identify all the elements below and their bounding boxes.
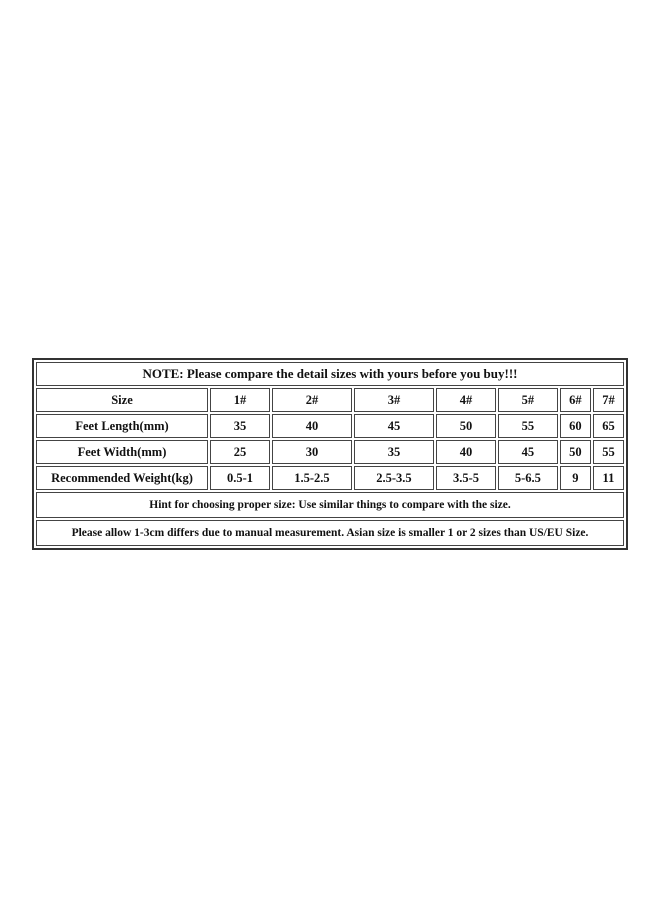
feet-width-cell: 45 — [498, 440, 558, 464]
size-chart-table — [32, 358, 628, 550]
feet-width-cell: 50 — [560, 440, 591, 464]
size-cell: 6# — [560, 388, 591, 412]
hint-row — [36, 492, 624, 518]
size-cell: 4# — [436, 388, 496, 412]
feet-length-cell: 60 — [560, 414, 591, 438]
recommended-weight-row — [36, 466, 624, 490]
feet-width-cell: 30 — [272, 440, 352, 464]
feet-width-cell: 40 — [436, 440, 496, 464]
feet-length-cell: 55 — [498, 414, 558, 438]
weight-cell: 2.5-3.5 — [354, 466, 434, 490]
weight-cell: 5-6.5 — [498, 466, 558, 490]
disclaimer-row — [36, 520, 624, 546]
size-cell: 2# — [272, 388, 352, 412]
feet-length-cell: 45 — [354, 414, 434, 438]
feet-length-cell: 50 — [436, 414, 496, 438]
weight-cell: 1.5-2.5 — [272, 466, 352, 490]
note-text: NOTE: Please compare the detail sizes with yours before you buy!!! — [36, 362, 624, 386]
feet-length-cell: 40 — [272, 414, 352, 438]
feet-width-row — [36, 440, 624, 464]
row-label-feet-width: Feet Width(mm) — [36, 440, 208, 464]
size-cell: 3# — [354, 388, 434, 412]
feet-length-cell: 65 — [593, 414, 624, 438]
note-row — [36, 362, 624, 386]
size-cell: 1# — [210, 388, 270, 412]
weight-cell: 0.5-1 — [210, 466, 270, 490]
size-cell: 5# — [498, 388, 558, 412]
feet-length-cell: 35 — [210, 414, 270, 438]
feet-width-cell: 25 — [210, 440, 270, 464]
weight-cell: 3.5-5 — [436, 466, 496, 490]
feet-length-row — [36, 414, 624, 438]
row-label-recommended-weight: Recommended Weight(kg) — [36, 466, 208, 490]
feet-width-cell: 55 — [593, 440, 624, 464]
weight-cell: 9 — [560, 466, 591, 490]
disclaimer-text: Please allow 1-3cm differs due to manual measurement. Asian size is smaller 1 or 2 sizes than US/EU Size. — [36, 520, 624, 546]
row-label-feet-length: Feet Length(mm) — [36, 414, 208, 438]
size-cell: 7# — [593, 388, 624, 412]
weight-cell: 11 — [593, 466, 624, 490]
feet-width-cell: 35 — [354, 440, 434, 464]
hint-text: Hint for choosing proper size: Use similar things to compare with the size. — [36, 492, 624, 518]
size-row — [36, 388, 624, 412]
row-label-size: Size — [36, 388, 208, 412]
